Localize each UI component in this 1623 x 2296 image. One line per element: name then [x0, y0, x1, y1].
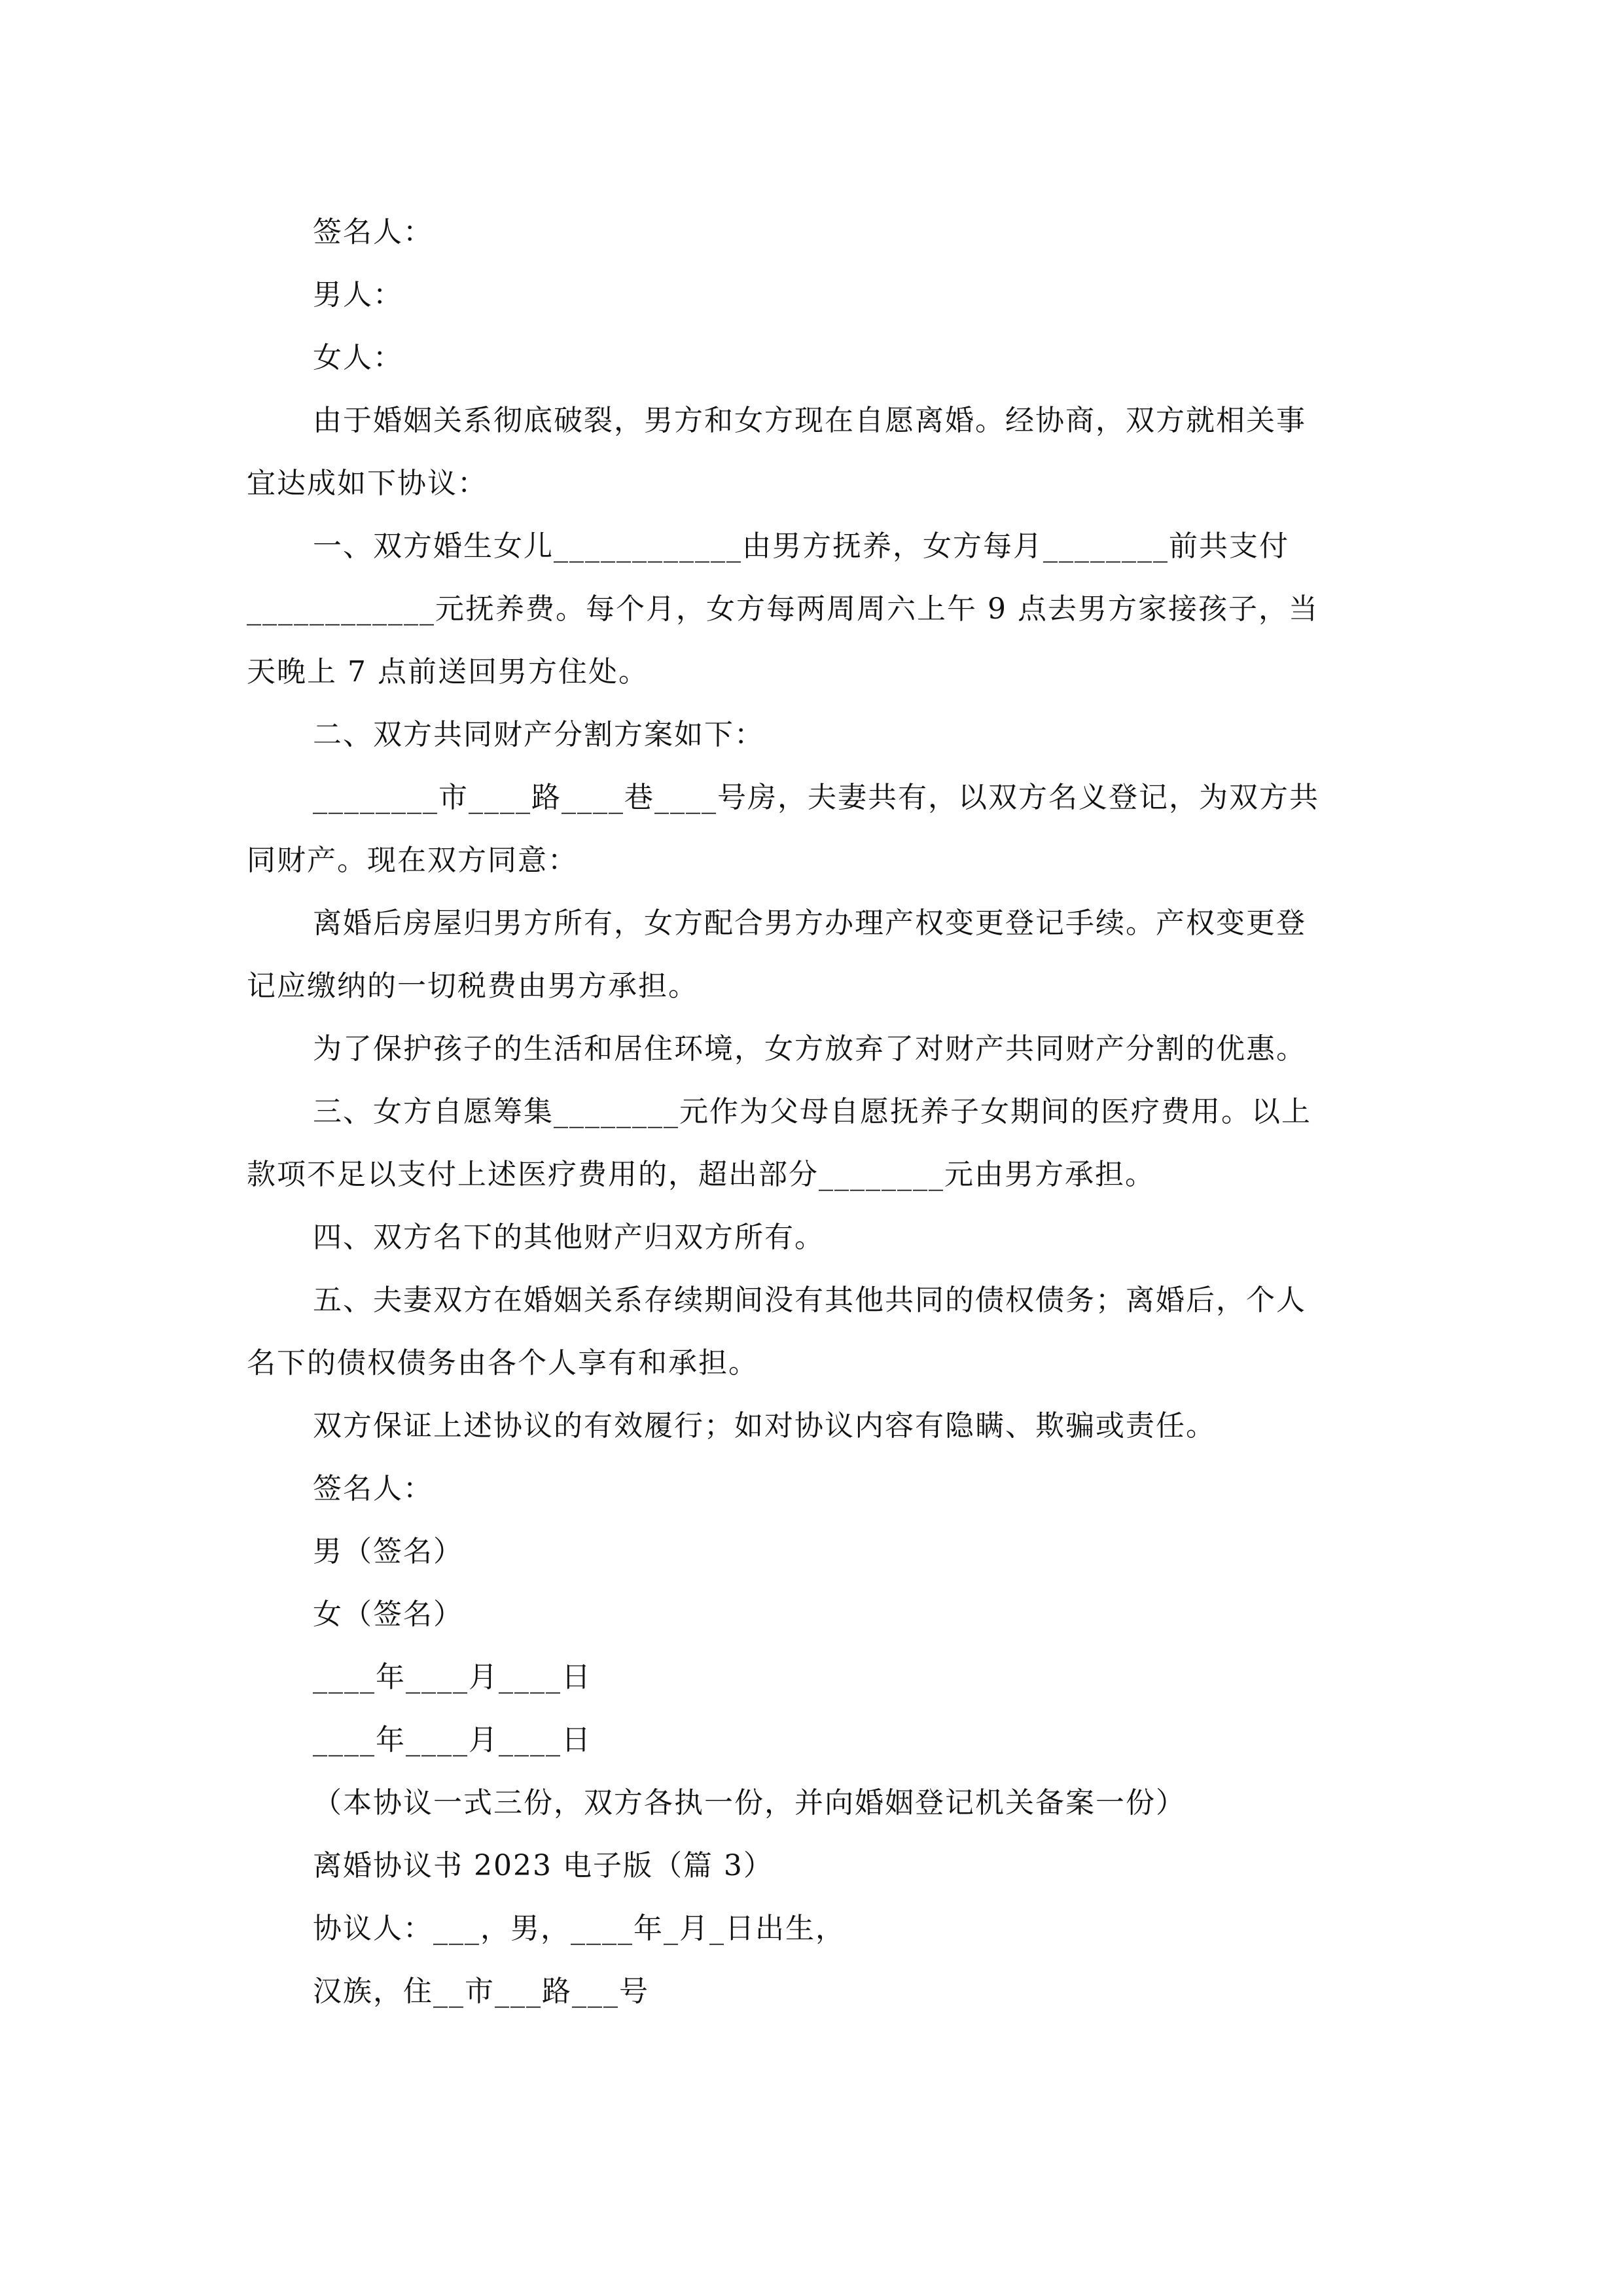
clause-2-heading: 二、双方共同财产分割方案如下：	[313, 718, 764, 751]
party-info-line-2: 汉族，住__市___路___号	[313, 1975, 649, 2008]
clause-2-line-2: 同财产。现在双方同意：	[247, 844, 578, 877]
party-info-line-1: 协议人：___，男，____年_月_日出生，	[313, 1912, 846, 1945]
date-line-2: ____年____月____日	[313, 1723, 592, 1757]
clause-2-line-4: 记应缴纳的一切税费由男方承担。	[247, 969, 698, 1003]
clause-5-line-2: 名下的债权债务由各个人享有和承担。	[247, 1346, 758, 1380]
female-party-label: 女人：	[313, 341, 403, 374]
preamble-line-2: 宜达成如下协议：	[247, 467, 488, 500]
clause-1-line-3: 天晚上 7 点前送回男方住处。	[247, 655, 649, 689]
date-line-1: ____年____月____日	[313, 1660, 592, 1694]
clause-1-line-2: ____________元抚养费。每个月，女方每两周周六上午 9 点去男方家接孩子，当	[247, 592, 1319, 626]
guarantee-statement: 双方保证上述协议的有效履行；如对协议内容有隐瞒、欺骗或责任。	[313, 1409, 1216, 1443]
section-title: 离婚协议书 2023 电子版（篇 3）	[313, 1849, 774, 1882]
clause-4: 四、双方名下的其他财产归双方所有。	[313, 1221, 825, 1254]
clause-2-line-5: 为了保护孩子的生活和居住环境，女方放弃了对财产共同财产分割的优惠。	[313, 1032, 1306, 1066]
signatory-heading: 签名人：	[313, 215, 433, 249]
female-signature-line: 女（签名）	[313, 1598, 463, 1631]
clause-5-line-1: 五、夫妻双方在婚姻关系存续期间没有其他共同的债权债务；离婚后，个人	[313, 1283, 1306, 1317]
male-party-label: 男人：	[313, 278, 403, 312]
clause-3-line-1: 三、女方自愿筹集________元作为父母自愿抚养子女期间的医疗费用。以上	[313, 1095, 1311, 1128]
copies-note: （本协议一式三份，双方各执一份，并向婚姻登记机关备案一份）	[313, 1786, 1186, 1820]
clause-2-line-1: ________市____路____巷____号房，夫妻共有，以双方名义登记，为双方共	[313, 781, 1319, 814]
male-signature-line: 男（签名）	[313, 1535, 463, 1568]
preamble-line-1: 由于婚姻关系彻底破裂，男方和女方现在自愿离婚。经协商，双方就相关事	[313, 404, 1306, 437]
clause-3-line-2: 款项不足以支付上述医疗费用的，超出部分________元由男方承担。	[247, 1158, 1155, 1191]
clause-2-line-3: 离婚后房屋归男方所有，女方配合男方办理产权变更登记手续。产权变更登	[313, 906, 1306, 940]
signatory-heading-2: 签名人：	[313, 1472, 433, 1505]
clause-1-line-1: 一、双方婚生女儿____________由男方抚养，女方每月________前共支付	[313, 529, 1289, 563]
